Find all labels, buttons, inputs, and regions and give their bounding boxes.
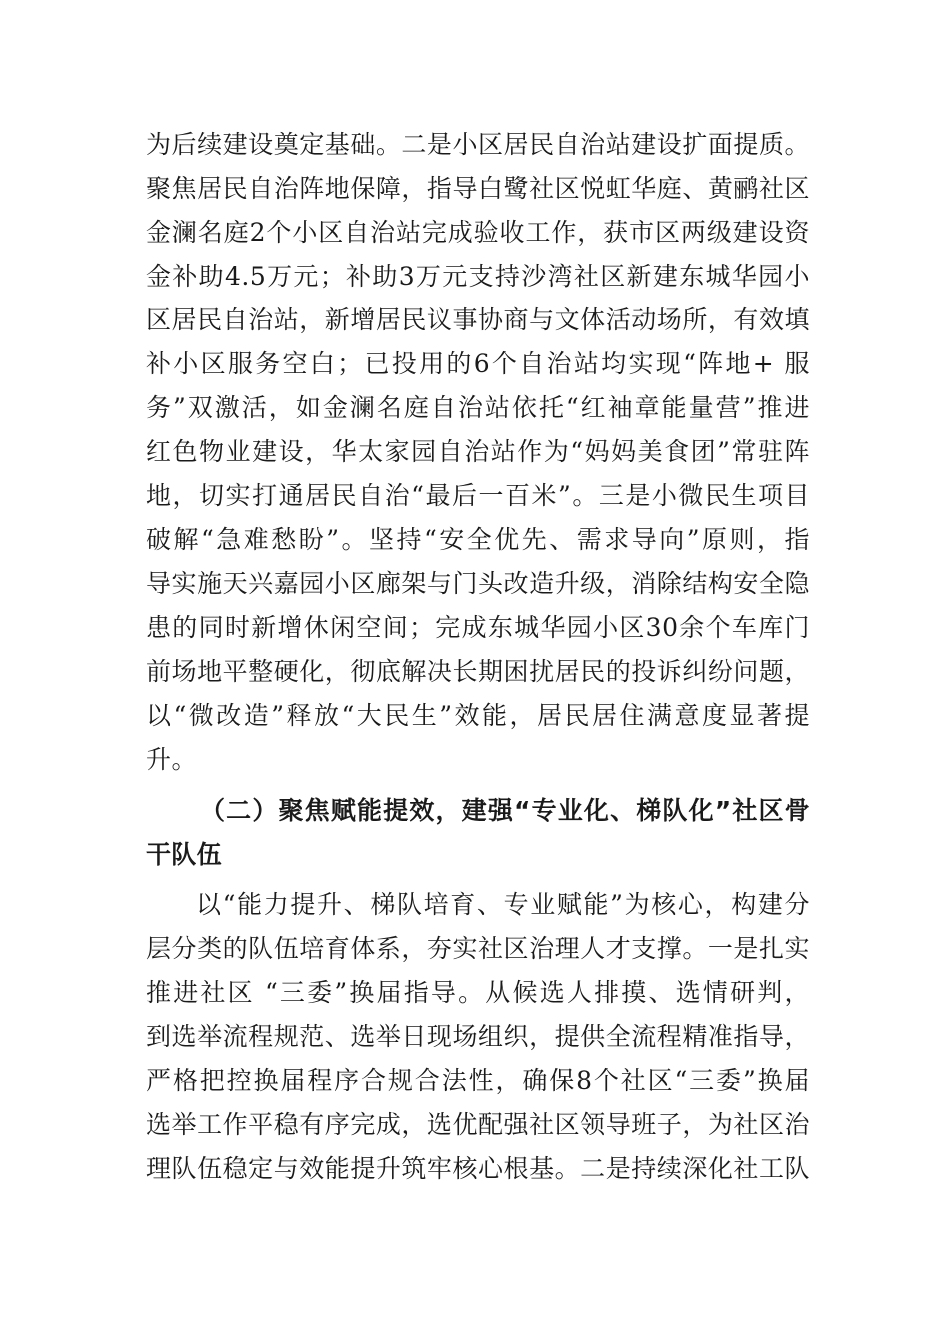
paragraph-line: 务”双激活，如金澜名庭自治站依托“红袖章能量营”推进: [146, 393, 810, 422]
paragraph-line: 金补助4.5万元；补助3万元支持沙湾社区新建东城华园小: [146, 262, 810, 291]
paragraph-line: 升。: [146, 745, 198, 774]
paragraph-line: 患的同时新增休闲空间；完成东城华园小区30余个车库门: [146, 613, 810, 642]
paragraph-line: 理队伍稳定与效能提升筑牢核心根基。二是持续深化社工队: [146, 1154, 810, 1183]
section-heading: （二）聚焦赋能提效，建强“专业化、梯队化”社区骨: [200, 796, 810, 825]
paragraph-line: 补小区服务空白；已投用的6个自治站均实现“阵地+ 服: [146, 349, 810, 378]
paragraph-line: 前场地平整硬化，彻底解决长期困扰居民的投诉纠纷问题，: [146, 657, 810, 686]
paragraph-line: 以“微改造”释放“大民生”效能，居民居住满意度显著提: [146, 701, 810, 730]
paragraph-line: 选举工作平稳有序完成，选优配强社区领导班子，为社区治: [146, 1110, 810, 1139]
section-heading: 干队伍: [146, 840, 222, 869]
paragraph-line: 地，切实打通居民自治“最后一百米”。三是小微民生项目: [146, 481, 810, 510]
paragraph-line: 为后续建设奠定基础。二是小区居民自治站建设扩面提质。: [146, 130, 810, 159]
paragraph-line: 推进社区 “三委”换届指导。从候选人排摸、选情研判，: [146, 978, 810, 1007]
paragraph-line: 以“能力提升、梯队培育、专业赋能”为核心，构建分: [196, 890, 810, 919]
paragraph-line: 区居民自治站，新增居民议事协商与文体活动场所，有效填: [146, 305, 810, 334]
paragraph-line: 金澜名庭2个小区自治站完成验收工作，获市区两级建设资: [146, 218, 810, 247]
paragraph-line: 聚焦居民自治阵地保障，指导白鹭社区悦虹华庭、黄鹂社区: [146, 174, 810, 203]
paragraph-line: 红色物业建设，华太家园自治站作为“妈妈美食团”常驻阵: [146, 437, 810, 466]
paragraph-line: 破解“急难愁盼”。坚持“安全优先、需求导向”原则，指: [146, 525, 810, 554]
paragraph-line: 导实施天兴嘉园小区廊架与门头改造升级，消除结构安全隐: [146, 569, 810, 598]
paragraph-line: 严格把控换届程序合规合法性，确保8个社区“三委”换届: [146, 1066, 810, 1095]
paragraph-line: 层分类的队伍培育体系，夯实社区治理人才支撑。一是扎实: [146, 934, 810, 963]
paragraph-line: 到选举流程规范、选举日现场组织，提供全流程精准指导，: [146, 1022, 810, 1051]
